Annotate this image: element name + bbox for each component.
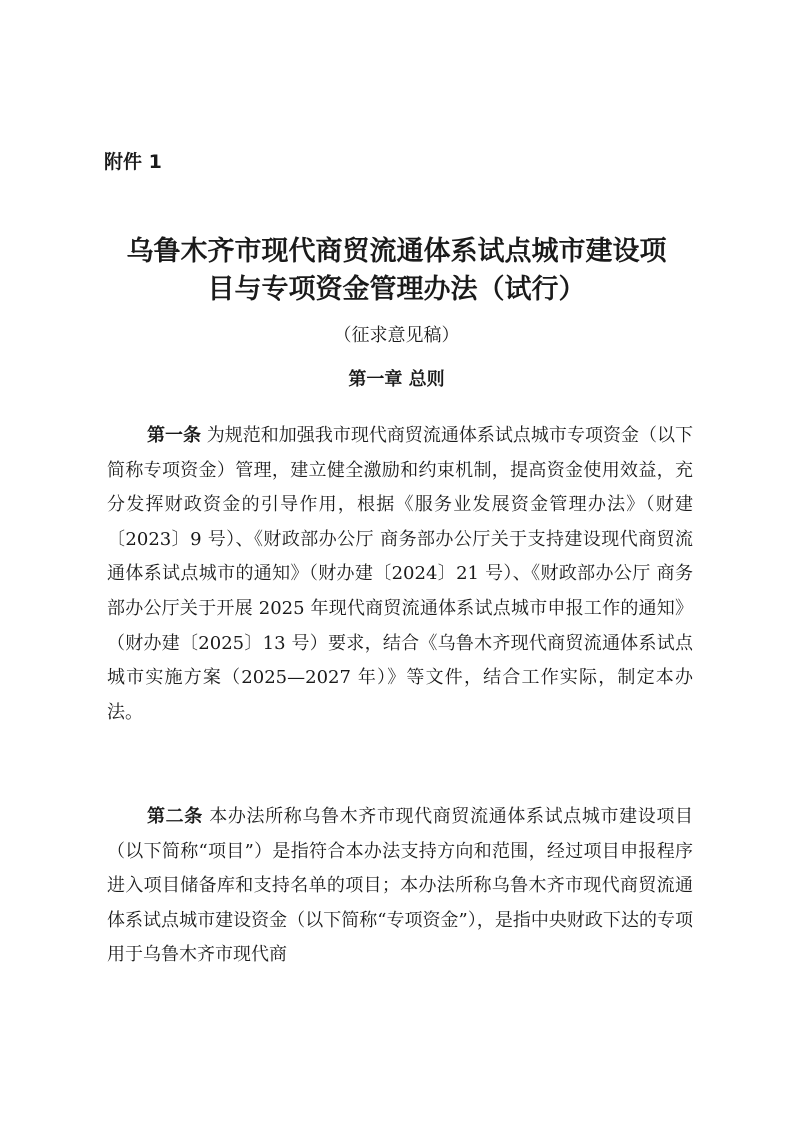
attachment-label: 附件 1 [104,151,162,173]
article-1 [107,419,693,730]
chapter-heading: 第一章 总则 [348,369,445,390]
article-1-text: 为规范和加强我市现代商贸流通体系试点城市专项资金（以下简称专项资金）管理，建立健全激励和约束机制，提高资金使用效益，充分发挥财政资金的引导作用，根据《服务业发展资金管理办法》（财建〔2023〕9 号）、《财政部办公厅 商务部办公厅关于支持建设现代商贸流通体系试点城市的通知》（财办建〔2024〕21 号）、《财政部办公厅 商务部办公厅关于开展 2025 年现代商贸流通体系试点城市申报工作的通知》（财办建〔2025〕13 号）要求，结合《乌鲁木齐现代商贸流通体系试点城市实施方案（2025—2027 年）》等文件，结合工作实际，制定本办法。 [107,425,693,723]
article-1-label: 第一条 [147,425,202,446]
draft-subtitle: （征求意见稿） [333,325,460,346]
document-title-line-2: 目与专项资金管理办法（试行） [207,274,586,305]
document-title-line-1: 乌鲁木齐市现代商贸流通体系试点城市建设项 [126,236,667,267]
article-2 [107,800,693,973]
article-2-text: 本办法所称乌鲁木齐市现代商贸流通体系试点城市建设项目（以下简称“项目”）是指符合本办法支持方向和范围，经过项目申报程序进入项目储备库和支持名单的项目；本办法所称乌鲁木齐市现代商贸流通体系试点城市建设资金（以下简称“专项资金”），是指中央财政下达的专项用于乌鲁木齐市现代商 [107,806,693,966]
article-2-label: 第二条 [147,806,203,827]
